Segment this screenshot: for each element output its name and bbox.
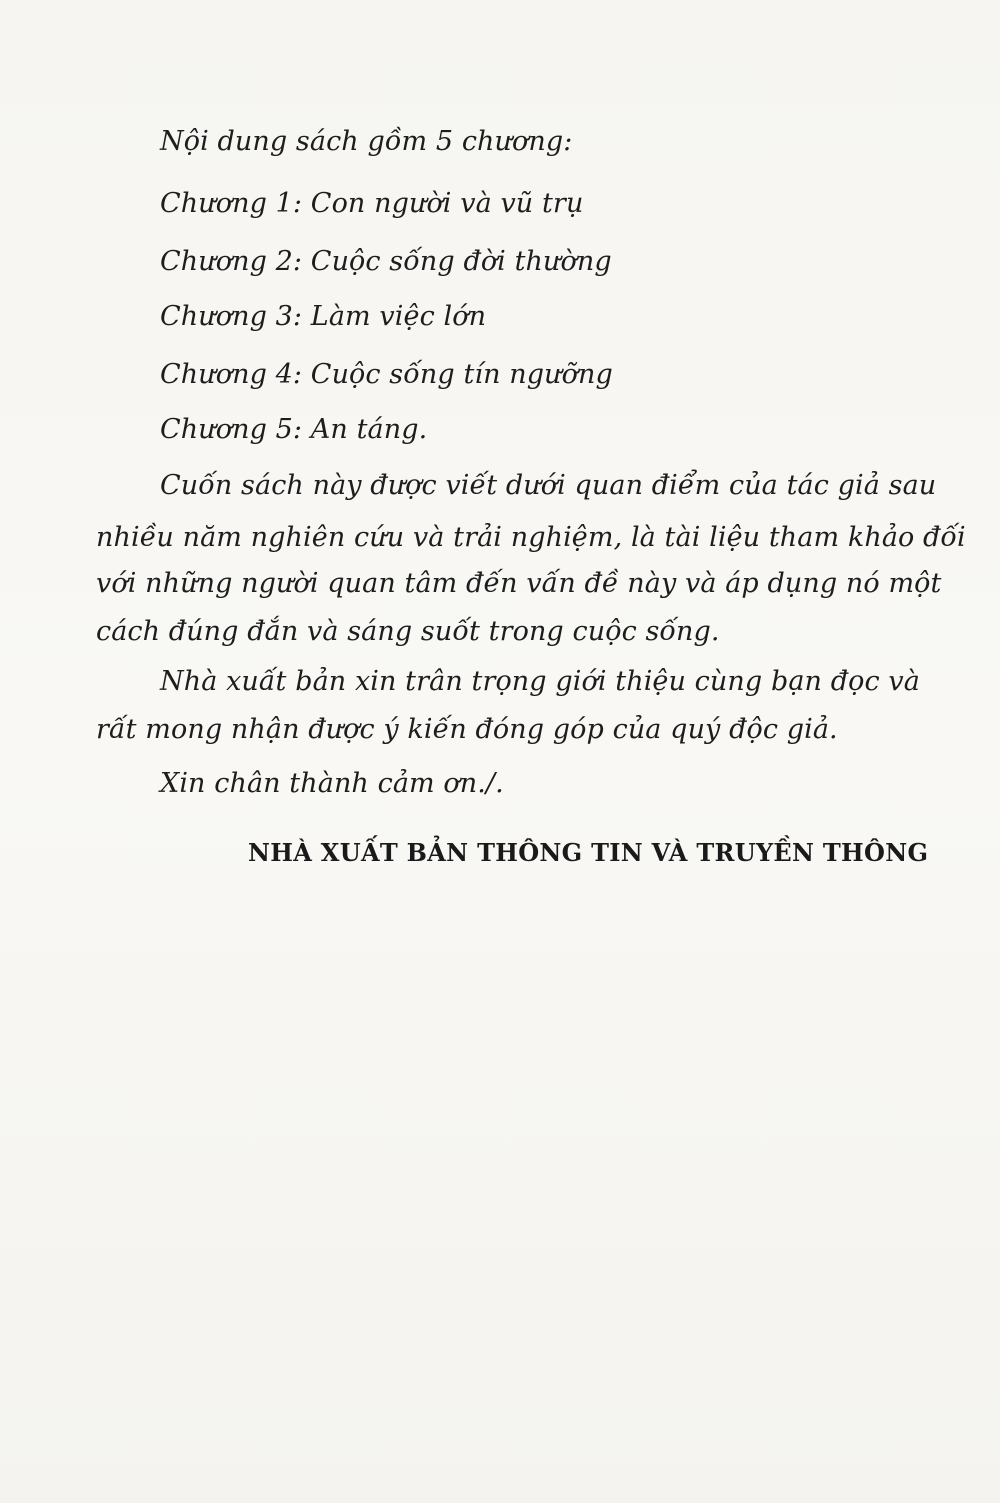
- chapter-1: Chương 1: Con người và vũ trụ: [160, 188, 584, 219]
- paragraph-1-line-3: với những người quan tâm đến vấn đề này và áp dụng nó một: [96, 568, 942, 599]
- paragraph-2-line-1: Nhà xuất bản xin trân trọng giới thiệu cùng bạn đọc và: [160, 666, 920, 697]
- chapter-4: Chương 4: Cuộc sống tín ngưỡng: [160, 359, 613, 390]
- chapter-2: Chương 2: Cuộc sống đời thường: [160, 246, 612, 277]
- paragraph-2-line-2: rất mong nhận được ý kiến đóng góp của quý độc giả.: [96, 714, 838, 745]
- paragraph-1-line-1: Cuốn sách này được viết dưới quan điểm của tác giả sau: [160, 470, 937, 501]
- paragraph-1-line-4: cách đúng đắn và sáng suốt trong cuộc sống.: [96, 616, 720, 647]
- chapter-5: Chương 5: An táng.: [160, 414, 428, 445]
- thanks-line: Xin chân thành cảm ơn./.: [160, 768, 504, 799]
- contents-intro: Nội dung sách gồm 5 chương:: [160, 126, 573, 157]
- publisher-signature: NHÀ XUẤT BẢN THÔNG TIN VÀ TRUYỀN THÔNG: [248, 838, 929, 867]
- chapter-3: Chương 3: Làm việc lớn: [160, 301, 487, 332]
- paragraph-1-line-2: nhiều năm nghiên cứu và trải nghiệm, là tài liệu tham khảo đối: [96, 522, 966, 553]
